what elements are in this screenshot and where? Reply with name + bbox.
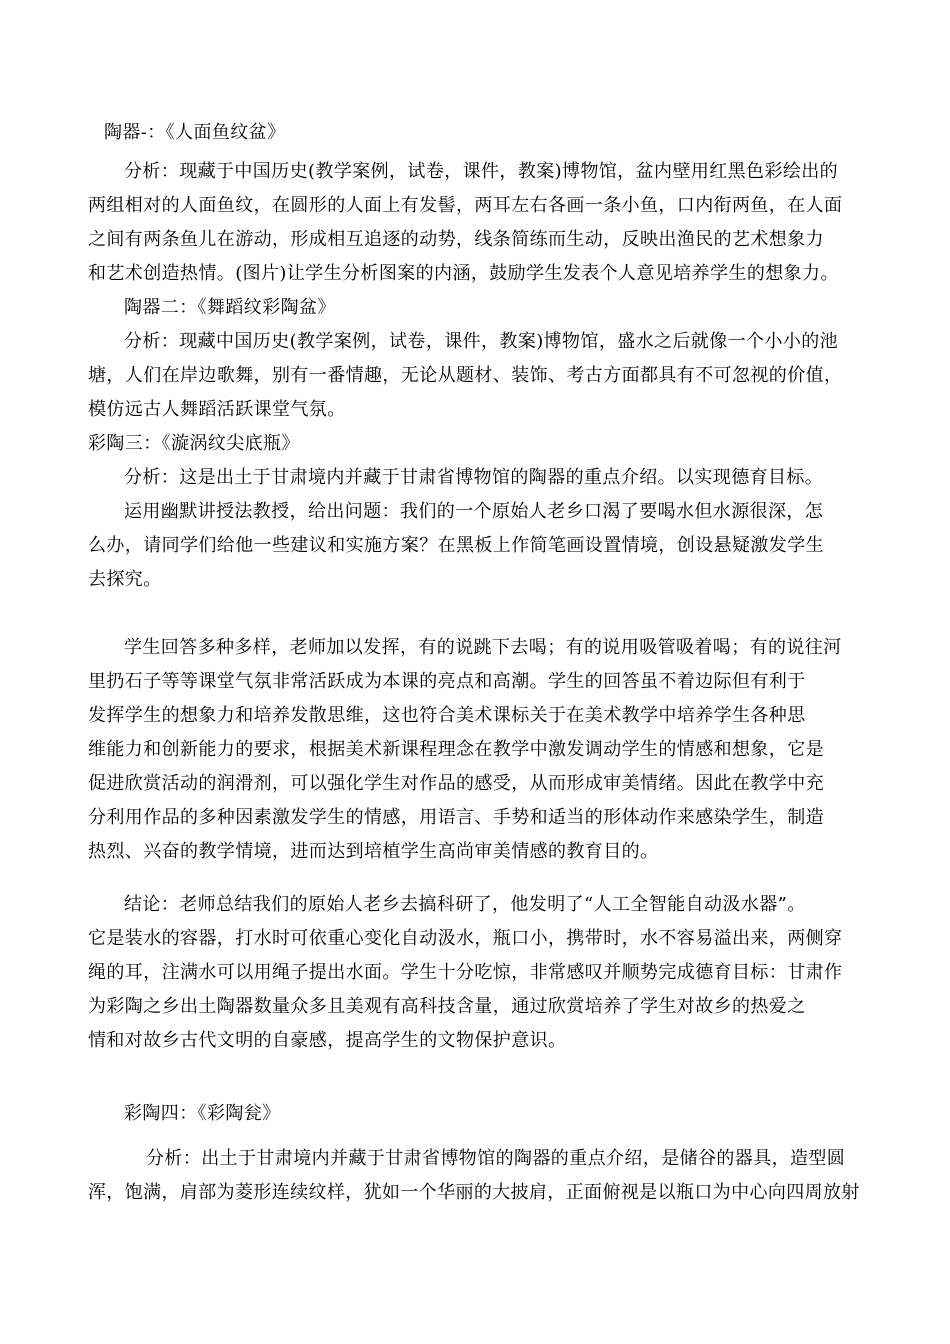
paragraph-line: 绳的耳，注满水可以用绳子提出水面。学生十分吃惊，非常感叹并顺势完成德育目标：甘肃作 [88, 962, 843, 983]
paragraph-line: 分析：现藏中国历史(教学案例，试卷，课件，教案)博物馆，盛水之后就像一个小小的池 [124, 331, 839, 352]
paragraph-line: 去探究。 [88, 569, 162, 590]
paragraph-line: 浑，饱满，肩部为菱形连续纹样，犹如一个华丽的大披肩，正面俯视是以瓶口为中心向四周放射 [88, 1182, 860, 1203]
paragraph-line: 么办，请同学们给他一些建议和实施方案？在黑板上作简笔画设置情境，创设悬疑激发学生 [88, 535, 824, 556]
paragraph-line: 和艺术创造热情。(图片)让学生分析图案的内涵，鼓励学生发表个人意见培养学生的想象力。 [88, 263, 839, 284]
paragraph-line: 分析：现藏于中国历史(教学案例，试卷，课件，教案)博物馆，盆内壁用红黑色彩绘出的 [124, 161, 839, 182]
paragraph-line: 里扔石子等等课堂气氛非常活跃成为本课的亮点和高潮。学生的回答虽不着边际但有利于 [88, 671, 806, 692]
paragraph-line: 促进欣赏活动的润滑剂，可以强化学生对作品的感受，从而形成审美情绪。因此在教学中充 [88, 773, 824, 794]
paragraph-line: 学生回答多种多样，老师加以发挥，有的说跳下去喝；有的说用吸管吸着喝；有的说往河 [124, 637, 842, 658]
paragraph-line: 分利用作品的多种因素激发学生的情感，用语言、手势和适当的形体动作来感染学生，制造 [88, 807, 824, 828]
paragraph-line: 两组相对的人面鱼纹，在圆形的人面上有发髻，两耳左右各画一条小鱼，口内衔两鱼，在人面 [88, 195, 843, 216]
paragraph-line: 分析：出土于甘肃境内并藏于甘肃省博物馆的陶器的重点介绍，是储谷的器具，造型圆 [146, 1148, 846, 1169]
heading-pottery-4: 彩陶四：《彩陶瓮》 [124, 1103, 281, 1124]
heading-pottery-3: 彩陶三：《漩涡纹尖底瓶》 [88, 433, 300, 454]
paragraph-line: 之间有两条鱼儿在游动，形成相互追逐的动势，线条简练而生动，反映出渔民的艺术想象力 [88, 229, 824, 250]
paragraph-line: 塘，人们在岸边歌舞，别有一番情趣，无论从题材、装饰、考古方面都具有不可忽视的价值， [88, 365, 843, 386]
heading-pottery-1: 陶器-：《人面鱼纹盆》 [104, 122, 286, 143]
paragraph-line: 热烈、兴奋的教学情境，进而达到培植学生高尚审美情感的教育目的。 [88, 841, 659, 862]
paragraph-line: 它是装水的容器，打水时可依重心变化自动汲水，瓶口小，携带时，水不容易溢出来，两侧穿 [88, 928, 843, 949]
paragraph-line: 维能力和创新能力的要求，根据美术新课程理念在教学中激发调动学生的情感和想象，它是 [88, 739, 824, 760]
paragraph-line: 分析：这是出土于甘肃境内并藏于甘肃省博物馆的陶器的重点介绍。以实现德育目标。 [124, 467, 824, 488]
heading-pottery-2: 陶器二：《舞蹈纹彩陶盆》 [124, 297, 336, 318]
paragraph-line: 为彩陶之乡出土陶器数量众多且美观有高科技含量，通过欣赏培养了学生对故乡的热爱之 [88, 996, 806, 1017]
paragraph-line: 运用幽默讲授法教授，给出问题：我们的一个原始人老乡口渴了要喝水但水源很深，怎 [124, 501, 824, 522]
paragraph-line: 发挥学生的想象力和培养发散思维，这也符合美术课标关于在美术教学中培养学生各种思 [88, 705, 806, 726]
paragraph-line: 情和对故乡古代文明的自豪感，提高学生的文物保护意识。 [88, 1030, 567, 1051]
paragraph-line: 结论：老师总结我们的原始人老乡去搞科研了，他发明了“人工全智能自动汲水器”。 [124, 894, 806, 915]
paragraph-line: 模仿远古人舞蹈活跃课堂气氛。 [88, 399, 346, 420]
